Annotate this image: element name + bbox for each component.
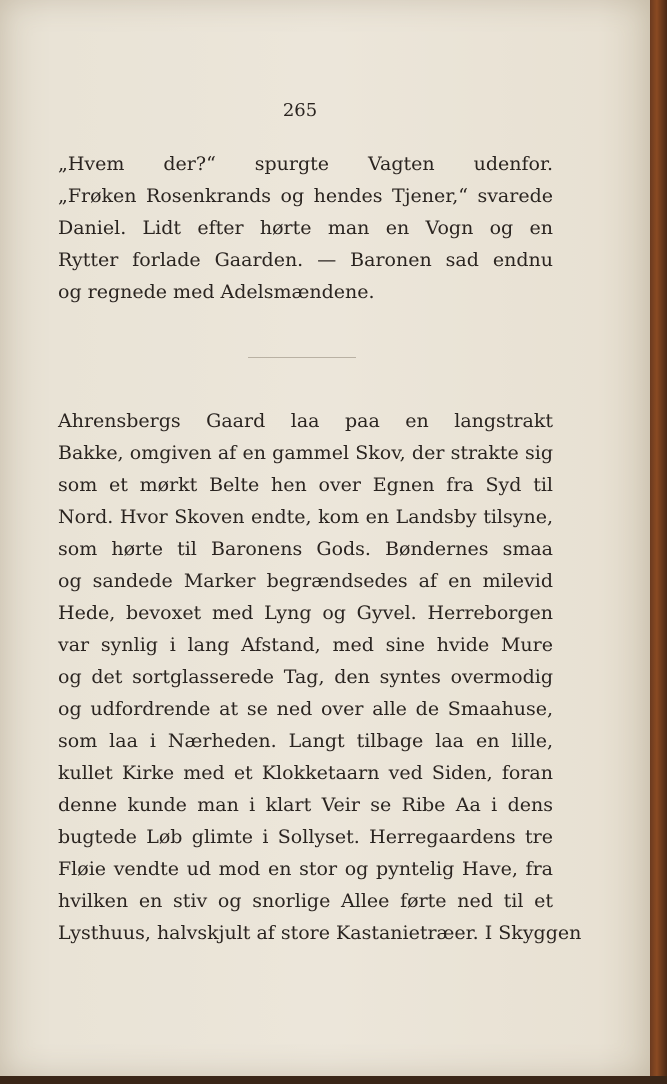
text-line: „Frøken Rosenkrands og hendes Tjener,“ svarede: [58, 185, 553, 207]
text-line: og det sortglasserede Tag, den syntes overmodig: [58, 666, 553, 688]
text-line: Ahrensbergs Gaard laa paa en langstrakt: [58, 410, 553, 432]
text-line: og udfordrende at se ned over alle de Smaahuse,: [58, 698, 553, 720]
text-line: Rytter forlade Gaarden. — Baronen sad endnu: [58, 249, 553, 271]
text-line: Nord. Hvor Skoven endte, kom en Landsby tilsyne,: [58, 506, 553, 528]
text-line: „Hvem der?“ spurgte Vagten udenfor.: [58, 153, 553, 175]
main-paragraph: [58, 405, 582, 949]
text-line: Hede, bevoxet med Lyng og Gyvel. Herreborgen: [58, 602, 553, 624]
text-line: som hørte til Baronens Gods. Bøndernes smaa: [58, 538, 553, 560]
text-line: kullet Kirke med et Klokketaarn ved Siden, foran: [58, 762, 553, 784]
text-line: Lysthuus, halvskjult af store Kastanietræer. I Skyggen: [58, 922, 582, 944]
text-line: som et mørkt Belte hen over Egnen fra Syd til: [58, 474, 553, 496]
text-line: denne kunde man i klart Veir se Ribe Aa i dens: [58, 794, 553, 816]
text-line: Bakke, omgiven af en gammel Skov, der strakte sig: [58, 442, 553, 464]
text-line: som laa i Nærheden. Langt tilbage laa en lille,: [58, 730, 553, 752]
text-line: Daniel. Lidt efter hørte man en Vogn og en: [58, 217, 553, 239]
text-line: var synlig i lang Afstand, med sine hvide Mure: [58, 634, 553, 656]
book-spine: [650, 0, 667, 1084]
text-line: hvilken en stiv og snorlige Allee førte ned til et: [58, 890, 553, 912]
text-line: og sandede Marker begrændsedes af en milevid: [58, 570, 553, 592]
text-line: bugtede Løb glimte i Sollyset. Herregaardens tre: [58, 826, 553, 848]
page-number: 265: [282, 100, 318, 121]
page-bottom-edge: [0, 1076, 667, 1084]
text-line: og regnede med Adelsmændene.: [58, 281, 375, 303]
text-line: Fløie vendte ud mod en stor og pyntelig Have, fra: [58, 858, 553, 880]
dialogue-paragraph: [58, 148, 553, 308]
section-divider: [248, 357, 356, 358]
